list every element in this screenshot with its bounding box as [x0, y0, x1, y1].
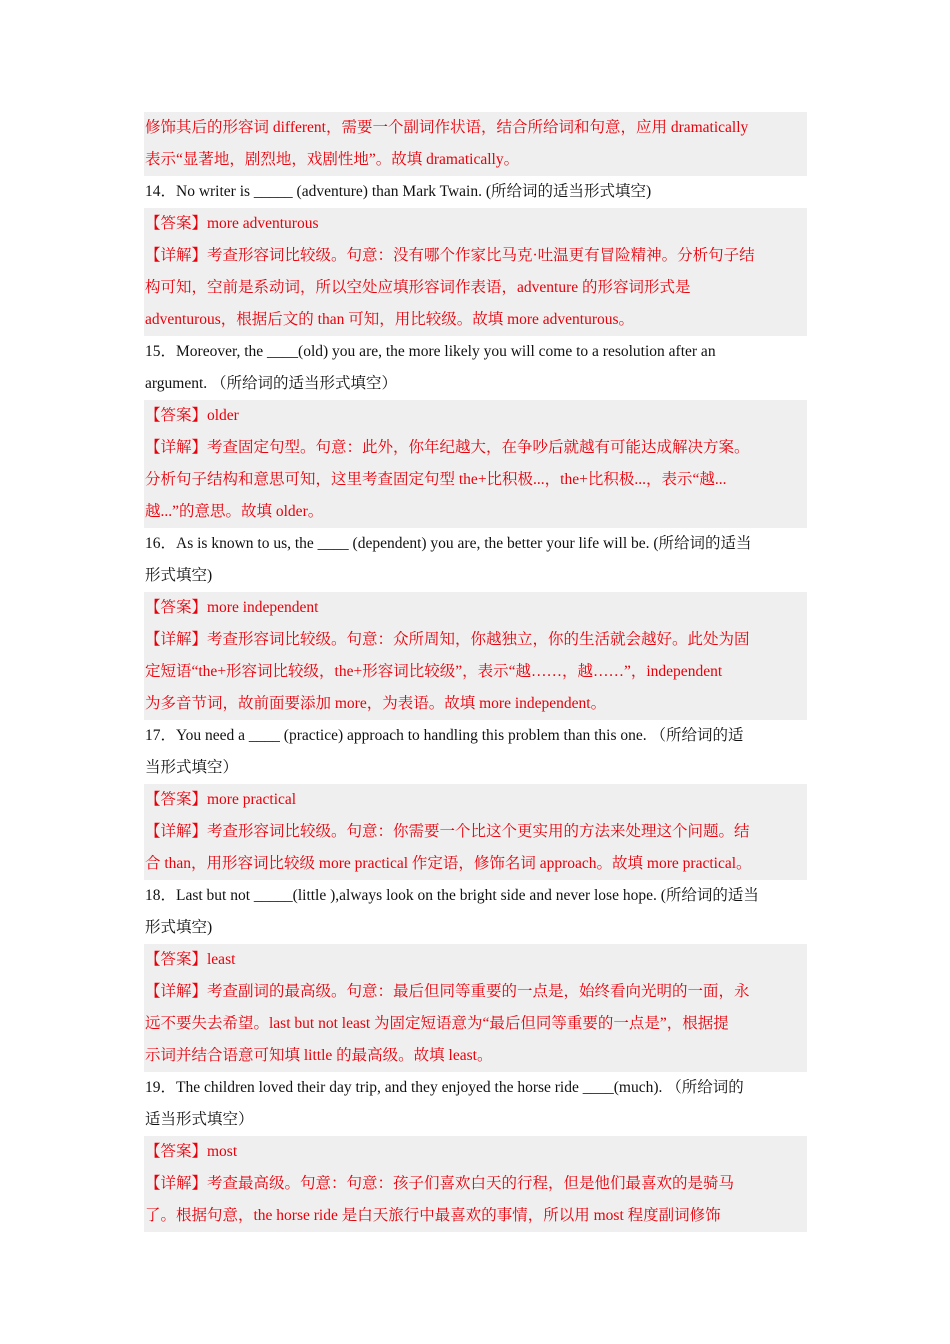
detail-line: 【详解】考查最高级。句意：句意：孩子们喜欢白天的行程，但是他们最喜欢的是骑马: [145, 1175, 735, 1192]
answer-block-16: [144, 592, 807, 720]
answer-line: 【答案】most: [145, 1143, 238, 1160]
question-line: 当形式填空）: [145, 759, 239, 776]
question-14: [144, 176, 807, 208]
detail-line: 【详解】考查形容词比较级。句意：你需要一个比这个更实用的方法来处理这个问题。结: [145, 823, 750, 840]
detail-line: 定短语“the+形容词比较级，the+形容词比较级”，表示“越……，越……”，independent: [145, 663, 723, 680]
question-19: [144, 1072, 807, 1136]
question-line: 适当形式填空）: [145, 1111, 254, 1128]
detail-line: 分析句子结构和意思可知，这里考查固定句型 the+比积极...，the+比积极...，表示“越...: [145, 471, 727, 488]
answer-line: 【答案】more adventurous: [145, 215, 319, 232]
detail-line: 越...”的意思。故填 older。: [145, 503, 324, 520]
answer-line: 【答案】more practical: [145, 791, 297, 808]
detail-line: 【详解】考查形容词比较级。句意：众所周知，你越独立，你的生活就会越好。此处为固: [145, 631, 750, 648]
explanation-line: 修饰其后的形容词 different，需要一个副词作状语，结合所给词和句意，应用 dramatically: [145, 119, 749, 136]
answer-block-17: [144, 784, 807, 880]
answer-block-19: [144, 1136, 807, 1232]
detail-line: 【详解】考查固定句型。句意：此外，你年纪越大，在争吵后就越有可能达成解决方案。: [145, 439, 750, 456]
detail-line: 【详解】考查副词的最高级。句意：最后但同等重要的一点是，始终看向光明的一面，永: [145, 983, 750, 1000]
detail-line: 远不要失去希望。last but not least 为固定短语意为“最后但同等重要的一点是”，根据提: [145, 1015, 729, 1032]
question-line: 19．The children loved their day trip, and they enjoyed the horse ride ____(much). （所给词的: [145, 1079, 744, 1096]
question-line: 17．You need a ____ (practice) approach to handling this problem than this one. （所给词的适: [145, 727, 744, 744]
question-line: 形式填空): [145, 567, 213, 584]
question-line: 14．No writer is _____ (adventure) than Mark Twain. (所给词的适当形式填空): [145, 183, 652, 200]
detail-line: 了。根据句意，the horse ride 是白天旅行中最喜欢的事情，所以用 most 程度副词修饰: [145, 1207, 721, 1224]
question-line: 16．As is known to us, the ____ (dependent) you are, the better your life will be. (所给词的适当: [145, 535, 752, 552]
answer-block-14: [144, 208, 807, 336]
answer-block-15: [144, 400, 807, 528]
question-15: [144, 336, 807, 400]
detail-line: 为多音节词，故前面要添加 more，为表语。故填 more independent。: [145, 695, 607, 712]
answer-block-18: [144, 944, 807, 1072]
question-16: [144, 528, 807, 592]
detail-line: 【详解】考查形容词比较级。句意：没有哪个作家比马克·吐温更有冒险精神。分析句子结: [145, 247, 755, 264]
answer-line: 【答案】older: [145, 407, 239, 424]
answer-line: 【答案】least: [145, 951, 236, 968]
question-line: 形式填空): [145, 919, 213, 936]
question-line: 18．Last but not _____(little ),always look on the bright side and never lose hope. (所给词的适当: [145, 887, 759, 904]
question-line: 15．Moreover, the ____(old) you are, the more likely you will come to a resolution after an: [145, 343, 716, 360]
detail-line: adventurous，根据后文的 than 可知，用比较级。故填 more adventurous。: [145, 311, 635, 328]
question-17: [144, 720, 807, 784]
question-line: argument. （所给词的适当形式填空）: [145, 375, 398, 392]
explanation-line: 表示“显著地，剧烈地，戏剧性地”。故填 dramatically。: [145, 151, 520, 168]
explanation-block: [144, 112, 807, 176]
document-page: [144, 112, 807, 1232]
answer-line: 【答案】more independent: [145, 599, 319, 616]
detail-line: 构可知，空前是系动词，所以空处应填形容词作表语，adventure 的形容词形式是: [145, 279, 691, 296]
detail-line: 合 than，用形容词比较级 more practical 作定语，修饰名词 approach。故填 more practical。: [145, 855, 752, 872]
detail-line: 示词并结合语意可知填 little 的最高级。故填 least。: [145, 1047, 493, 1064]
question-18: [144, 880, 807, 944]
